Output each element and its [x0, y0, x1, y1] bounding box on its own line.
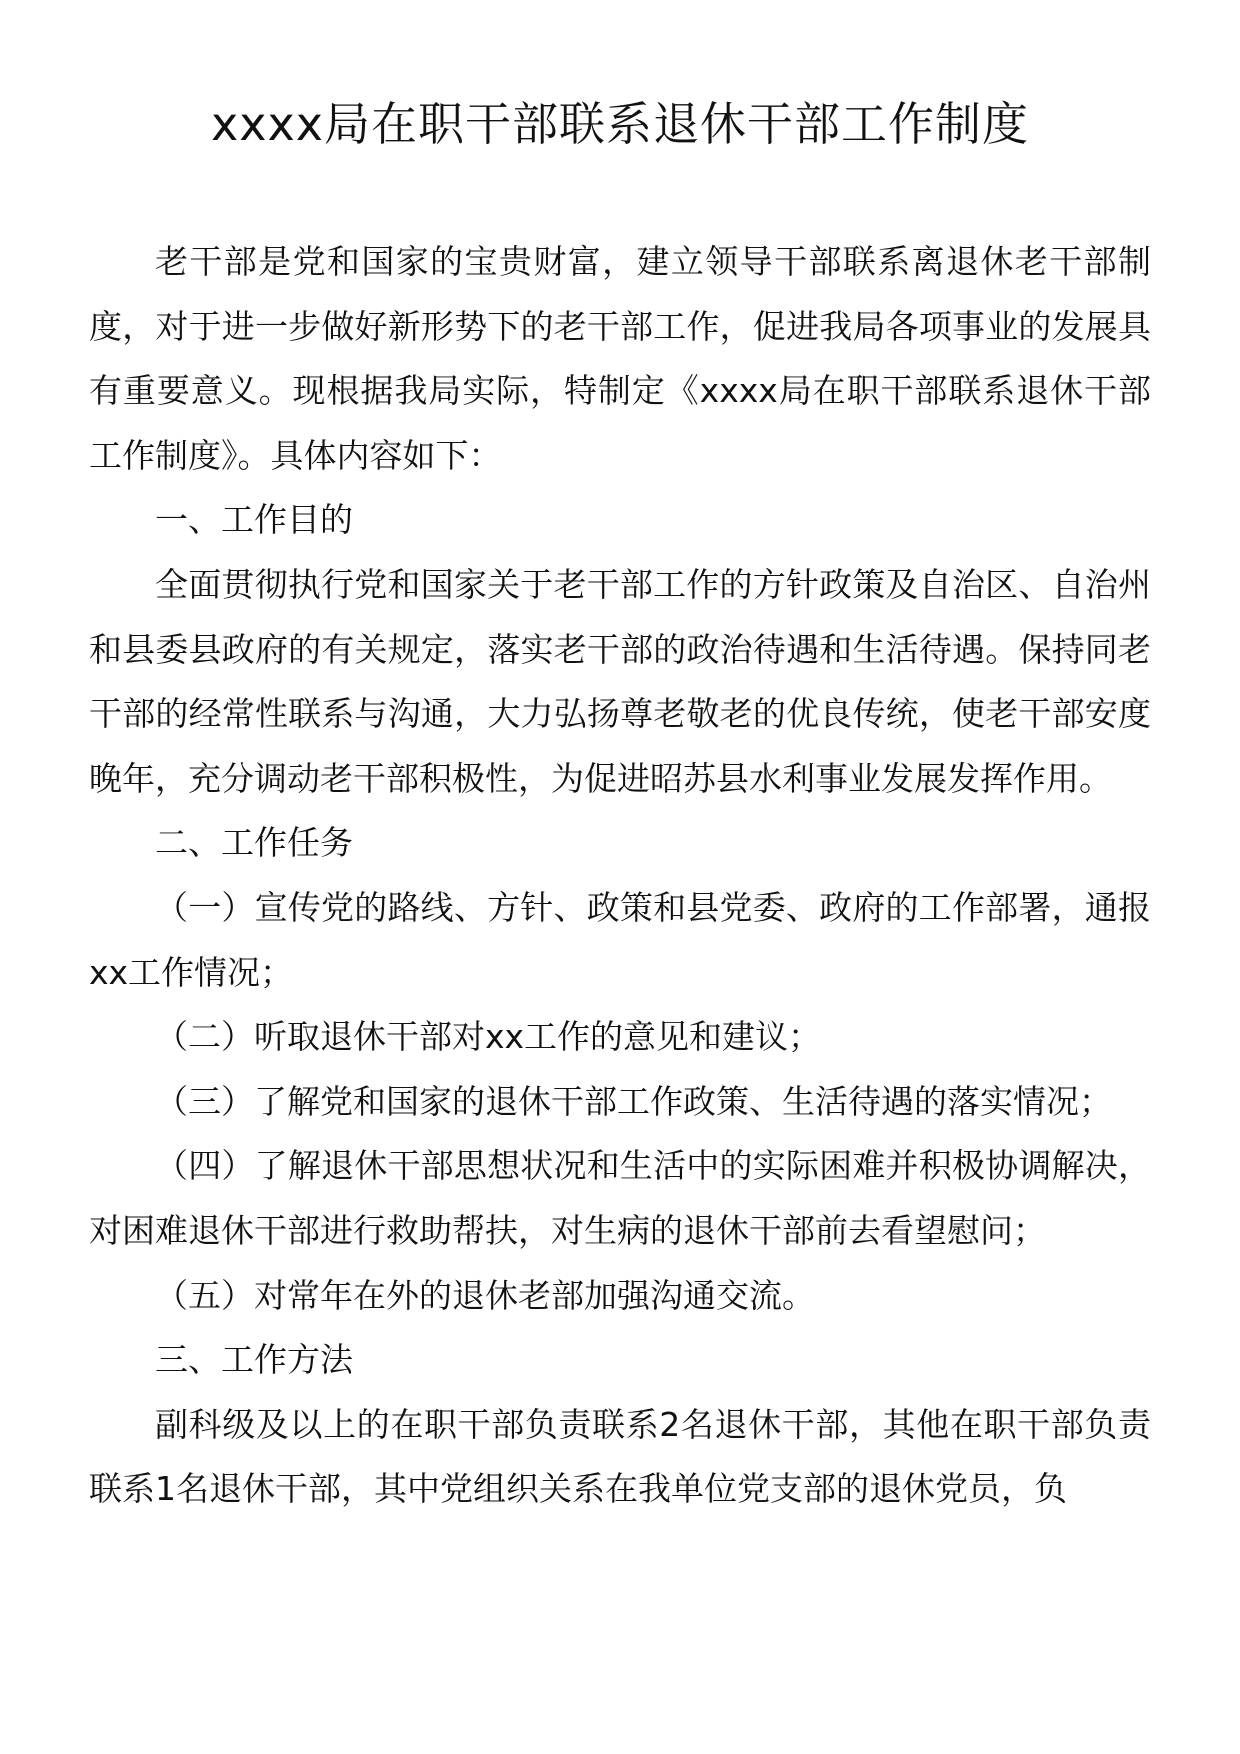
task-item-2: （二）听取退休干部对xx工作的意见和建议；: [155, 1017, 822, 1057]
task-item-3: （三）了解党和国家的退休干部工作政策、生活待遇的落实情况；: [155, 1081, 1112, 1121]
section-heading-tasks: 二、工作任务: [155, 823, 353, 863]
section-heading-purpose: 一、工作目的: [155, 500, 353, 540]
section-heading-methods: 三、工作方法: [155, 1340, 353, 1380]
intro-paragraph: 老干部是党和国家的宝贵财富，建立领导干部联系离退休老干部制度，对于进一步做好新形势下的老干部工作，促进我局各项事业的发展具有重要意义。现根据我局实际，特制定《xxxx局在职干部联系退休干部工作制度》。具体内容如下：: [89, 242, 1151, 475]
task-item-1: （一）宣传党的路线、方针、政策和县党委、政府的工作部署，通报xx工作情况；: [89, 887, 1151, 992]
task-item-5: （五）对常年在外的退休老部加强沟通交流。: [155, 1275, 815, 1315]
purpose-paragraph: 全面贯彻执行党和国家关于老干部工作的方针政策及自治区、自治州和县委县政府的有关规定，落实老干部的政治待遇和生活待遇。保持同老干部的经常性联系与沟通，大力弘扬尊老敬老的优良传统，使老干部安度晚年，充分调动老干部积极性，为促进昭苏县水利事业发展发挥作用。: [89, 564, 1151, 798]
document-body: [89, 230, 1151, 1522]
methods-paragraph: 副科级及以上的在职干部负责联系2名退休干部，其他在职干部负责联系1名退休干部，其中党组织关系在我单位党支部的退休党员，负: [89, 1404, 1151, 1509]
task-item-4: （四）了解退休干部思想状况和生活中的实际困难并积极协调解决，对困难退休干部进行救助帮扶，对生病的退休干部前去看望慰问；: [89, 1146, 1151, 1250]
document-title: xxxx局在职干部联系退休干部工作制度: [211, 97, 1029, 151]
